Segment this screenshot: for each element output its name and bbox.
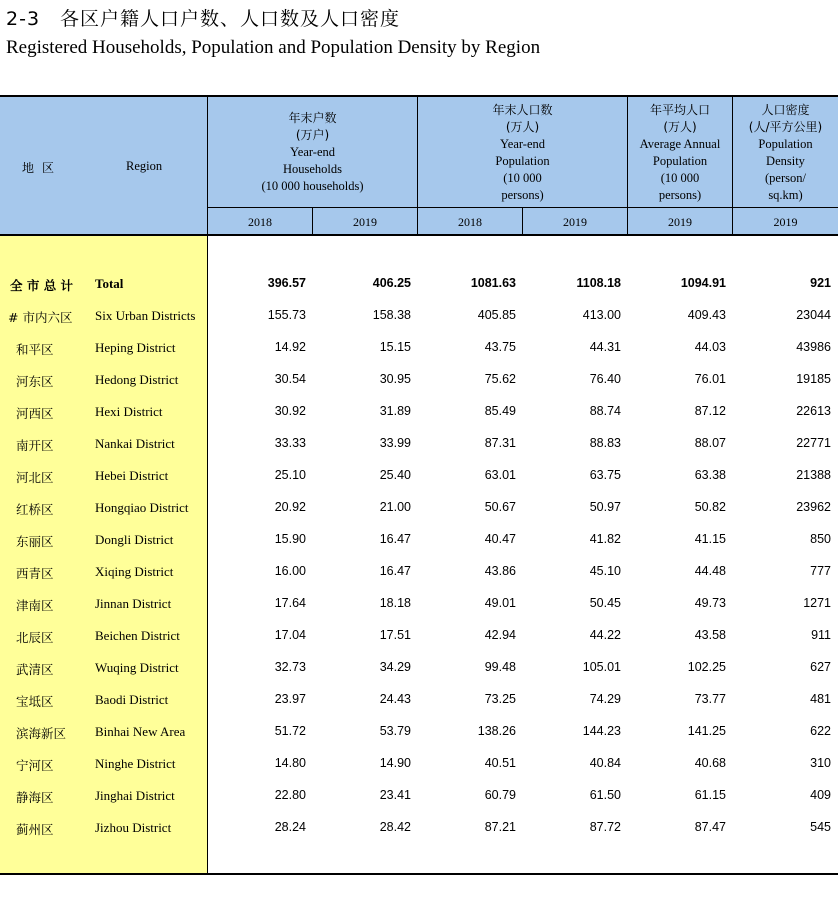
table-cell: 14.80 [274,756,306,770]
region-name-cn: 滨海新区 [16,726,67,741]
table-row [0,620,838,652]
table-row [0,492,838,524]
col-group-label: 年平均人口 [649,103,710,117]
table-cell: 44.31 [589,340,621,354]
col-group-label: (10 000 [503,171,542,185]
table-cell: 850 [810,532,831,546]
table-row [0,332,838,364]
region-name-cn: 宝坻区 [16,694,54,709]
table-row [0,684,838,716]
region-name-cn: 河东区 [16,374,54,389]
table-cell: 49.01 [484,596,516,610]
region-name-cn: 津南区 [16,598,54,613]
region-name-en: Binhai New Area [95,724,186,739]
region-name-cn: 南开区 [16,438,54,453]
year-header: 2019 [773,215,798,229]
table-cell: 63.75 [589,468,621,482]
region-name-cn: 北辰区 [16,630,54,645]
table-cell: 60.79 [484,788,516,802]
col-group-label: Average Annual [639,137,721,151]
table-cell: 1108.18 [576,276,621,290]
region-name-en: Ninghe District [95,756,176,771]
table-cell: 43.58 [694,628,726,642]
col-group-label: (万人) [505,120,540,134]
table-bottom-rule [0,873,838,875]
table-cell: 87.47 [694,820,726,834]
table-cell: 76.01 [694,372,726,386]
col-group-label: (万人) [663,120,697,134]
region-header-en: Region [126,159,163,173]
region-name-en: Xiqing District [95,564,174,579]
table-cell: 63.01 [484,468,516,482]
table-cell: 88.83 [589,436,621,450]
table-cell: 75.62 [484,372,516,386]
table-cell: 144.23 [582,724,621,738]
region-name-en: Dongli District [95,532,174,547]
col-group-label: Density [766,154,805,168]
region-name-en: Six Urban Districts [95,308,196,323]
col-group-label: Households [282,162,343,176]
table-row [0,524,838,556]
table-cell: 17.64 [274,596,306,610]
table-row [0,652,838,684]
table-row [0,428,838,460]
region-name-cn: 全 市 总 计 [10,278,74,293]
region-name-en: Wuqing District [95,660,179,675]
col-group-label: (person/ [765,171,806,185]
table-cell: 15.15 [379,340,411,354]
table-cell: 41.15 [694,532,726,546]
table-cell: 44.22 [589,628,621,642]
table-cell: 61.15 [694,788,726,802]
table-cell: 50.67 [484,500,516,514]
table-cell: 74.29 [589,692,621,706]
region-name-cn: # 市内六区 [8,310,73,325]
table-cell: 15.90 [274,532,306,546]
col-group-density [733,102,838,204]
region-name-cn: 宁河区 [16,758,54,773]
table-title-en: Registered Households, Population and Population Density by Region [6,37,541,58]
table-cell: 777 [810,564,831,578]
col-group-label: persons) [501,188,544,202]
table-cell: 99.48 [484,660,516,674]
table-cell: 14.92 [274,340,306,354]
table-cell: 25.10 [274,468,306,482]
table-cell: 87.21 [484,820,516,834]
table-cell: 30.92 [274,404,306,418]
table-cell: 23044 [796,308,831,322]
region-name-cn: 静海区 [16,790,54,805]
col-group-label: Population [652,154,708,168]
year-header: 2018 [248,215,272,229]
table-cell: 63.38 [694,468,726,482]
table-cell: 622 [810,724,831,738]
table-cell: 14.90 [379,756,411,770]
table-cell: 50.97 [589,500,621,514]
table-cell: 21388 [796,468,831,482]
table-cell: 23.41 [379,788,411,802]
table-cell: 40.51 [484,756,516,770]
table-cell: 87.31 [484,436,516,450]
table-cell: 20.92 [274,500,306,514]
table-cell: 50.45 [589,596,621,610]
table-cell: 53.79 [379,724,411,738]
table-row [0,396,838,428]
region-header-cn: 地区 [22,161,63,175]
region-name-en: Jizhou District [95,820,172,835]
region-name-en: Hexi District [95,404,163,419]
table-cell: 28.24 [274,820,306,834]
table-cell: 40.47 [484,532,516,546]
table-row [0,300,838,332]
col-group-label: (人/平方公里) [748,120,823,134]
table-cell: 627 [810,660,831,674]
table-cell: 43986 [796,340,831,354]
table-cell: 76.40 [589,372,621,386]
table-cell: 409.43 [687,308,726,322]
table-cell: 33.33 [274,436,306,450]
table-cell: 22613 [796,404,831,418]
table-cell: 25.40 [379,468,411,482]
table-cell: 21.00 [379,500,411,514]
col-group-households [208,110,417,195]
table-cell: 911 [811,628,831,642]
table-cell: 155.73 [267,308,306,322]
table-cell: 43.75 [484,340,516,354]
table-cell: 409 [810,788,831,802]
table-cell: 396.57 [267,276,306,290]
region-name-cn: 西青区 [16,566,54,581]
year-header: 2019 [353,215,377,229]
table-row [0,364,838,396]
table-cell: 17.04 [274,628,306,642]
col-group-label: 年末人口数 [492,103,553,117]
table-row [0,268,838,300]
table-cell: 16.00 [274,564,306,578]
table-cell: 406.25 [372,276,411,290]
table-cell: 50.82 [694,500,726,514]
region-name-en: Hedong District [95,372,179,387]
region-name-cn: 和平区 [16,342,54,357]
col-group-label: persons) [658,188,702,202]
table-cell: 19185 [796,372,831,386]
region-name-en: Jinnan District [95,596,172,611]
table-cell: 51.72 [274,724,306,738]
table-cell: 87.12 [694,404,726,418]
year-header: 2019 [668,215,692,229]
table-row [0,780,838,812]
table-cell: 23.97 [274,692,306,706]
table-cell: 42.94 [484,628,516,642]
table-cell: 102.25 [687,660,726,674]
col-group-label: sq.km) [768,188,803,202]
table-cell: 87.72 [589,820,621,834]
region-name-cn: 蓟州区 [16,822,54,837]
region-name-en: Nankai District [95,436,175,451]
table-cell: 921 [810,276,831,290]
col-group-label: Year-end [290,145,335,159]
region-name-en: Jinghai District [95,788,175,803]
table-cell: 28.42 [379,820,411,834]
col-group-label: (10 000 [660,171,700,185]
table-cell: 88.74 [589,404,621,418]
table-row [0,812,838,844]
col-group-average-population [628,102,732,204]
table-cell: 41.82 [589,532,621,546]
col-group-population [418,102,627,204]
table-cell: 30.95 [379,372,411,386]
table-cell: 43.86 [484,564,516,578]
table-cell: 22.80 [274,788,306,802]
table-row [0,716,838,748]
year-header: 2018 [458,215,482,229]
table-cell: 85.49 [484,404,516,418]
table-cell: 18.18 [379,596,411,610]
table-cell: 30.54 [274,372,306,386]
table-cell: 1271 [803,596,831,610]
region-name-en: Hongqiao District [95,500,189,515]
table-cell: 33.99 [379,436,411,450]
region-name-cn: 河西区 [16,406,54,421]
table-cell: 138.26 [477,724,516,738]
col-group-label: Population [758,137,813,151]
table-cell: 61.50 [589,788,621,802]
table-cell: 310 [810,756,831,770]
col-group-label: 人口密度 [761,103,810,117]
table-cell: 17.51 [379,628,411,642]
table-cell: 88.07 [694,436,726,450]
col-group-label: 年末户数 [288,111,337,125]
region-name-en: Beichen District [95,628,180,643]
region-name-cn: 武清区 [16,662,54,677]
table-cell: 32.73 [274,660,306,674]
region-name-en: Total [95,276,124,291]
region-name-cn: 河北区 [16,470,54,485]
table-cell: 40.68 [694,756,726,770]
table-cell: 73.25 [484,692,516,706]
table-row [0,588,838,620]
region-name-en: Hebei District [95,468,169,483]
col-group-label: Year-end [500,137,545,151]
table-title-cn: 2-3 各区户籍人口户数、人口数及人口密度 [6,8,401,30]
table-row [0,748,838,780]
table-cell: 158.38 [372,308,411,322]
col-group-label: (万户) [295,128,330,142]
table-cell: 40.84 [589,756,621,770]
table-cell: 141.25 [687,724,726,738]
year-header: 2019 [563,215,587,229]
table-cell: 31.89 [379,404,411,418]
table-cell: 405.85 [477,308,516,322]
table-cell: 16.47 [379,564,411,578]
table-cell: 1081.63 [470,276,516,290]
table-cell: 413.00 [582,308,621,322]
table-cell: 481 [810,692,831,706]
region-name-cn: 东丽区 [16,534,54,549]
table-cell: 1094.91 [680,276,726,290]
col-group-label: Population [495,154,550,168]
table-cell: 105.01 [582,660,621,674]
table-cell: 34.29 [379,660,411,674]
table-cell: 73.77 [694,692,726,706]
table-header [0,95,838,236]
table-row [0,556,838,588]
region-name-en: Baodi District [95,692,169,707]
table-cell: 22771 [796,436,831,450]
table-cell: 24.43 [379,692,411,706]
table-row [0,460,838,492]
table-cell: 44.03 [694,340,726,354]
col-group-label: (10 000 households) [261,179,364,193]
table-cell: 44.48 [694,564,726,578]
table-cell: 16.47 [379,532,411,546]
table-cell: 23962 [796,500,831,514]
table-cell: 545 [810,820,831,834]
region-name-en: Heping District [95,340,176,355]
table-cell: 49.73 [694,596,726,610]
table-cell: 45.10 [589,564,621,578]
region-name-cn: 红桥区 [16,502,54,517]
